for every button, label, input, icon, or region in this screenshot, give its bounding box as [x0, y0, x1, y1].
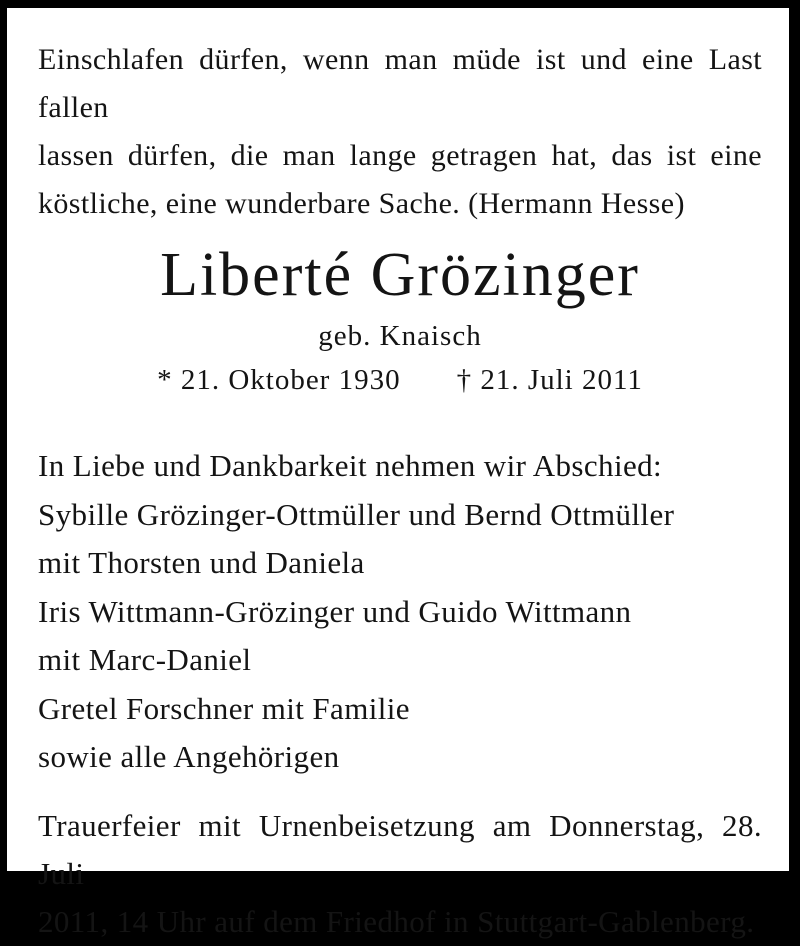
quote-line-attribution: köstliche, eine wunderbare Sache. (Hermann Hesse) [38, 187, 685, 220]
deceased-name: Liberté Grözinger [160, 241, 640, 309]
life-dates [38, 358, 762, 402]
mourner-line: mit Marc-Daniel [38, 642, 252, 677]
mourner-line: Gretel Forschner mit Familie [38, 690, 410, 726]
death-date: † 21. Juli 2011 [456, 364, 643, 396]
birth-date: * 21. Oktober 1930 [157, 364, 401, 396]
service-line: 2011, 14 Uhr auf dem Friedhof in Stuttgart-Gablenberg. [38, 903, 755, 939]
farewell-section [38, 442, 762, 782]
farewell-intro: In Liebe und Dankbarkeit nehmen wir Abschied: [38, 448, 663, 483]
quote-line: lassen dürfen, die man lange getragen hat, das ist eine [38, 139, 762, 172]
mourner-line: sowie alle Angehörigen [38, 739, 340, 774]
mourner-line: Sybille Grözinger-Ottmüller und Bernd Ottmüller [38, 496, 675, 532]
maiden-name: geb. Knaisch [318, 320, 482, 352]
mourner-line: mit Thorsten und Daniela [38, 545, 365, 580]
mourner-line: Iris Wittmann-Grözinger und Guido Wittmann [38, 593, 632, 629]
funeral-details [38, 802, 762, 946]
opening-quote [38, 36, 762, 228]
quote-line: Einschlafen dürfen, wenn man müde ist und eine Last fallen [38, 43, 762, 124]
service-line: Trauerfeier mit Urnenbeisetzung am Donnerstag, 28. Juli [38, 807, 762, 891]
